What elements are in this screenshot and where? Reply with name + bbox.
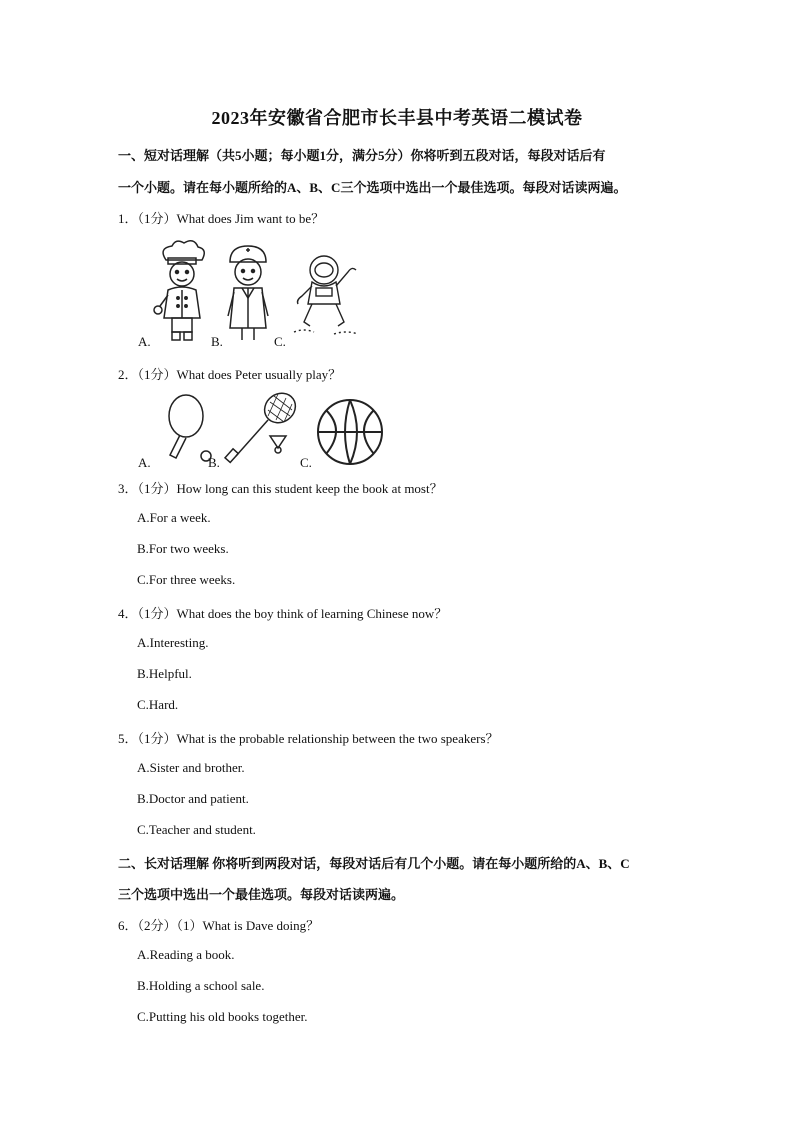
q5-option-a: A.Sister and brother. [137,760,245,775]
q1-stem: 1．（1分）What does Jim want to be？ [118,211,325,226]
astronaut-icon [290,248,364,340]
q6-option-a: A.Reading a book. [137,947,235,962]
q3-option-b: B.For two weeks. [137,541,229,556]
section1-heading-line2: 一个小题。请在每小题所给的A、B、C三个选项中选出一个最佳选项。每段对话读两遍。 [118,180,627,195]
q2-label-c: C. [300,455,312,470]
q1-label-a: A. [138,334,151,349]
doctor-icon [220,240,276,346]
chef-icon [150,240,214,346]
q1-label-b: B. [211,334,223,349]
q6-stem: 6．（2分）（1）What is Dave doing？ [118,918,320,933]
section2-heading-line2: 三个选项中选出一个最佳选项。每段对话读两遍。 [118,887,405,902]
q5-option-b: B.Doctor and patient. [137,791,249,806]
q3-stem: 3．（1分）How long can this student keep the book at most？ [118,481,443,496]
q2-label-a: A. [138,455,151,470]
q6-option-c: C.Putting his old books together. [137,1009,308,1024]
q5-option-c: C.Teacher and student. [137,822,256,837]
q6-option-b: B.Holding a school sale. [137,978,265,993]
q2-stem: 2．（1分）What does Peter usually play？ [118,367,342,382]
q4-option-a: A.Interesting. [137,635,209,650]
q4-option-b: B.Helpful. [137,666,192,681]
badminton-racket-icon [222,388,304,468]
q4-stem: 4．（1分）What does the boy think of learning Chinese now？ [118,606,448,621]
q1-label-c: C. [274,334,286,349]
q4-option-c: C.Hard. [137,697,179,712]
section2-heading-line1: 二、长对话理解 你将听到两段对话，每段对话后有几个小题。请在每小题所给的A、B、C [118,856,630,871]
q3-option-a: A.For a week. [137,510,211,525]
exam-title: 2023年安徽省合肥市长丰县中考英语二模试卷 [211,108,583,128]
basketball-icon [314,396,386,468]
q2-label-b: B. [208,455,220,470]
q5-stem: 5．（1分）What is the probable relationship between the two speakers？ [118,731,499,746]
section1-heading-line1: 一、短对话理解（共5小题；每小题1分，满分5分）你将听到五段对话，每段对话后有 [118,148,606,163]
q3-option-c: C.For three weeks. [137,572,236,587]
